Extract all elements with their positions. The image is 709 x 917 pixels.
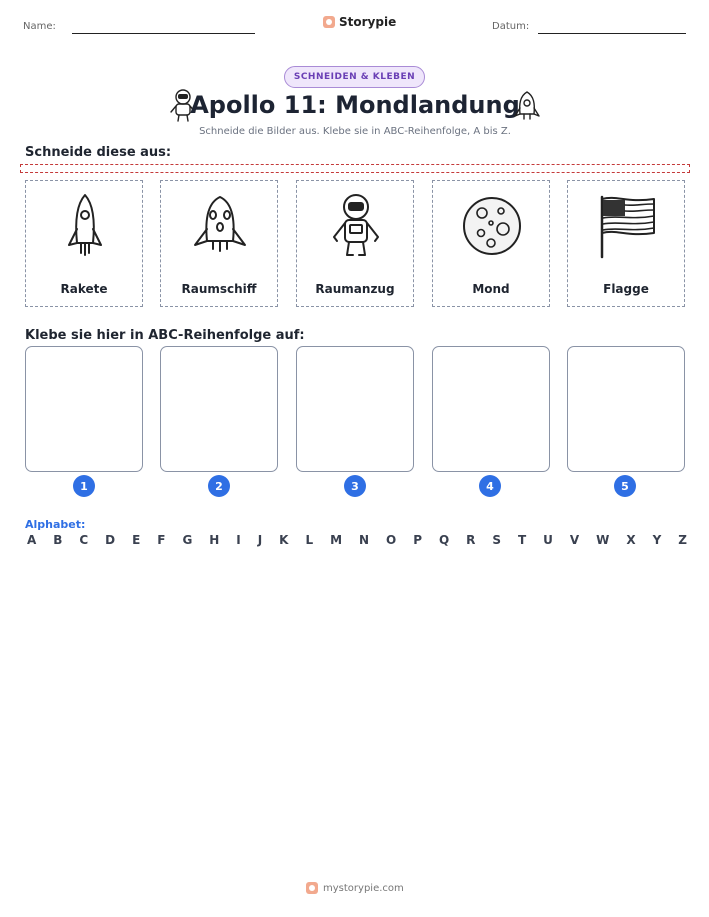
page-title: Apollo 11: Mondlandung [190, 91, 520, 119]
alphabet-letter: U [543, 533, 553, 547]
alphabet-letter: E [132, 533, 141, 547]
alphabet-letter: O [386, 533, 397, 547]
instructions: Schneide die Bilder aus. Klebe sie in ABC-Reihenfolge, A bis Z. [199, 126, 511, 137]
cut-section-title: Schneide diese aus: [25, 145, 172, 160]
moon-icon [457, 191, 527, 261]
alphabet-letter: Z [678, 533, 687, 547]
alphabet-letter: F [157, 533, 166, 547]
brand-logo [323, 15, 396, 29]
slot-number: 5 [614, 475, 636, 497]
name-label: Name: [23, 21, 56, 32]
alphabet-letter: D [105, 533, 116, 547]
card-label: Raumschiff [181, 282, 257, 296]
cut-card-flagge[interactable] [567, 180, 685, 307]
alphabet-letter: M [330, 533, 343, 547]
alphabet-letter: R [466, 533, 476, 547]
alphabet-letter: T [517, 533, 527, 547]
alphabet-letter: K [279, 533, 289, 547]
slot-number: 3 [344, 475, 366, 497]
alphabet-letter: X [626, 533, 636, 547]
slot-number: 1 [73, 475, 95, 497]
alphabet-letter: S [492, 533, 501, 547]
alphabet-letter: G [182, 533, 193, 547]
name-field[interactable] [72, 33, 255, 34]
alphabet-letter: A [27, 533, 37, 547]
cut-line [20, 164, 690, 173]
alphabet-letter: C [79, 533, 89, 547]
alphabet-letter: H [209, 533, 220, 547]
alphabet-letter: P [413, 533, 422, 547]
rocket-icon [50, 191, 120, 261]
alphabet-letter: B [53, 533, 63, 547]
alphabet-title: Alphabet: [25, 518, 86, 531]
footer-url: mystorypie.com [323, 882, 404, 894]
alphabet-letter: N [359, 533, 370, 547]
paste-slot-3[interactable] [296, 346, 414, 472]
storypie-logo-icon [306, 882, 318, 894]
spaceship-icon [512, 90, 542, 122]
card-label: Raumanzug [315, 282, 395, 296]
alphabet-letter: J [257, 533, 263, 547]
alphabet-letter: V [569, 533, 580, 547]
alphabet-letter: I [236, 533, 241, 547]
alphabet-letter: W [596, 533, 610, 547]
alphabet-letter: Q [438, 533, 450, 547]
paste-section-title: Klebe sie hier in ABC-Reihenfolge auf: [25, 328, 305, 343]
card-label: Mond [472, 282, 510, 296]
flag-icon [592, 191, 662, 261]
astronaut-icon [321, 191, 391, 261]
alphabet-letter: Y [652, 533, 662, 547]
slot-number: 4 [479, 475, 501, 497]
paste-slot-2[interactable] [160, 346, 278, 472]
spaceship-icon [185, 191, 255, 261]
paste-slot-4[interactable] [432, 346, 550, 472]
paste-slot-5[interactable] [567, 346, 685, 472]
cut-card-rakete[interactable] [25, 180, 143, 307]
cut-card-mond[interactable] [432, 180, 550, 307]
brand-name: Storypie [339, 15, 397, 29]
cut-card-raumanzug[interactable] [296, 180, 414, 307]
card-label: Flagge [603, 282, 649, 296]
card-label: Rakete [60, 282, 108, 296]
paste-slot-1[interactable] [25, 346, 143, 472]
storypie-logo-icon [323, 16, 335, 28]
footer [306, 882, 404, 894]
cut-card-raumschiff[interactable] [160, 180, 278, 307]
date-label: Datum: [492, 21, 530, 32]
slot-number: 2 [208, 475, 230, 497]
date-field[interactable] [538, 33, 686, 34]
alphabet-row [27, 533, 687, 547]
alphabet-letter: L [305, 533, 314, 547]
activity-badge: SCHNEIDEN & KLEBEN [284, 66, 425, 88]
